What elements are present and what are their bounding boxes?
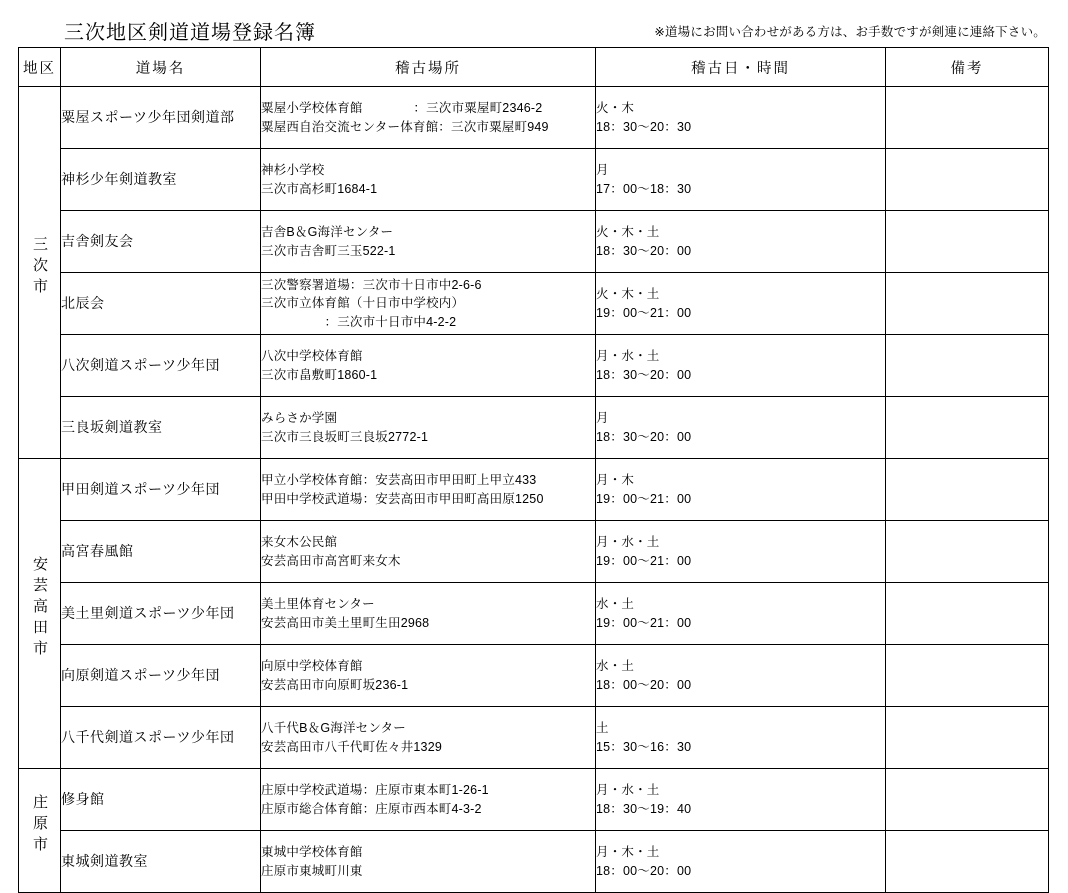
practice-place-cell-line: 三次市立体育館（十日市中学校内） [261, 296, 465, 311]
practice-place-cell-line: 三次市三良坂町三良坂2772-1 [261, 429, 429, 444]
table-row [19, 645, 1049, 707]
note-cell [886, 521, 1049, 583]
table-row [19, 521, 1049, 583]
region-cell [19, 769, 61, 893]
practice-time-cell-line: 18：30～19：40 [596, 801, 692, 816]
practice-time-cell-line: 18：00～20：00 [596, 677, 692, 692]
practice-time-cell [596, 273, 886, 335]
practice-place-cell-line: 三次市高杉町1684-1 [261, 181, 378, 196]
dojo-name-cell: 粟屋スポーツ少年団剣道部 [61, 87, 261, 149]
practice-time-cell-line: 18：30～20：00 [596, 243, 692, 258]
practice-time-cell-line: 19：00～21：00 [596, 615, 692, 630]
practice-place-cell-line: 八次中学校体育館 [261, 349, 363, 364]
document-header [0, 10, 1068, 44]
practice-place-cell [261, 459, 596, 521]
dojo-name-cell: 三良坂剣道教室 [61, 397, 261, 459]
practice-time-cell [596, 831, 886, 893]
practice-place-cell-line: 来女木公民館 [261, 535, 338, 550]
practice-time-cell-line: 月・水・土 [596, 783, 660, 798]
practice-time-cell-line: 月・水・土 [596, 535, 660, 550]
practice-place-cell-line: みらさか学園 [261, 411, 338, 426]
table-header-row [19, 48, 1049, 87]
column-header-region: 地区 [19, 48, 61, 87]
practice-place-cell [261, 211, 596, 273]
practice-place-cell-line: 三次警察署道場：三次市十日市中2-6-6 [261, 278, 482, 293]
practice-time-cell-line: 月・木・土 [596, 845, 660, 860]
practice-place-cell-line: 庄原中学校武道場：庄原市東本町1-26-1 [261, 783, 489, 798]
region-label: 庄原市 [31, 794, 48, 858]
practice-place-cell-line: 庄原市東城町川東 [261, 863, 363, 878]
practice-place-cell-line: 安芸高田市八千代町佐々井1329 [261, 739, 443, 754]
practice-place-cell [261, 831, 596, 893]
practice-time-cell-line: 月・水・土 [596, 349, 660, 364]
practice-place-cell [261, 149, 596, 211]
header-note: ※道場にお問い合わせがある方は、お手数ですが剣連に連絡下さい。 [654, 25, 1046, 39]
note-cell [886, 335, 1049, 397]
practice-time-cell-line: 19：00～21：00 [596, 491, 692, 506]
practice-time-cell [596, 87, 886, 149]
table-header [19, 48, 1049, 87]
dojo-roster-table [18, 47, 1049, 893]
column-header-dojo: 道場名 [61, 48, 261, 87]
practice-place-cell [261, 335, 596, 397]
practice-place-cell [261, 87, 596, 149]
practice-time-cell [596, 335, 886, 397]
practice-place-cell [261, 273, 596, 335]
practice-place-cell [261, 583, 596, 645]
practice-time-cell [596, 459, 886, 521]
region-cell [19, 459, 61, 769]
practice-time-cell-line: 19：00～21：00 [596, 305, 692, 320]
note-cell [886, 645, 1049, 707]
practice-time-cell-line: 18：30～20：30 [596, 119, 692, 134]
practice-time-cell [596, 707, 886, 769]
practice-place-cell-line: 安芸高田市美土里町生田2968 [261, 615, 430, 630]
region-label: 安芸高田市 [31, 556, 48, 662]
practice-place-cell-line: 三次市吉舎町三玉522-1 [261, 243, 396, 258]
column-header-note: 備考 [886, 48, 1049, 87]
practice-time-cell-line: 17：00～18：30 [596, 181, 692, 196]
practice-time-cell [596, 397, 886, 459]
practice-time-cell-line: 18：30～20：00 [596, 429, 692, 444]
practice-time-cell [596, 645, 886, 707]
practice-place-cell-line: 庄原市総合体育館：庄原市西本町4-3-2 [261, 801, 482, 816]
practice-place-cell-line: 神杉小学校 [261, 163, 325, 178]
practice-place-cell-line: 東城中学校体育館 [261, 845, 363, 860]
practice-time-cell-line: 18：00～20：00 [596, 863, 692, 878]
region-cell [19, 87, 61, 459]
table-row [19, 831, 1049, 893]
practice-place-cell [261, 707, 596, 769]
practice-place-cell-line: 八千代B＆G海洋センター [261, 721, 406, 736]
dojo-name-cell: 八千代剣道スポーツ少年団 [61, 707, 261, 769]
note-cell [886, 211, 1049, 273]
dojo-name-cell: 向原剣道スポーツ少年団 [61, 645, 261, 707]
practice-time-cell-line: 18：30～20：00 [596, 367, 692, 382]
practice-time-cell-line: 水・土 [596, 659, 635, 674]
column-header-time: 稽古日・時間 [596, 48, 886, 87]
note-cell [886, 397, 1049, 459]
note-cell [886, 273, 1049, 335]
practice-time-cell-line: 月 [596, 411, 609, 426]
practice-place-cell-line: 向原中学校体育館 [261, 659, 363, 674]
table-row [19, 273, 1049, 335]
table-row [19, 335, 1049, 397]
practice-place-cell [261, 769, 596, 831]
practice-place-cell-line: ：三次市十日市中4-2-2 [261, 314, 457, 329]
practice-place-cell-line: 粟屋西自治交流センター体育館：三次市粟屋町949 [261, 119, 549, 134]
practice-place-cell [261, 397, 596, 459]
note-cell [886, 583, 1049, 645]
table-row [19, 769, 1049, 831]
dojo-name-cell: 神杉少年剣道教室 [61, 149, 261, 211]
practice-place-cell-line: 吉舎B＆G海洋センター [261, 225, 394, 240]
dojo-name-cell: 甲田剣道スポーツ少年団 [61, 459, 261, 521]
practice-time-cell-line: 火・木・土 [596, 225, 660, 240]
practice-time-cell-line: 19：00～21：00 [596, 553, 692, 568]
table-row [19, 459, 1049, 521]
note-cell [886, 707, 1049, 769]
practice-time-cell [596, 211, 886, 273]
practice-place-cell-line: 粟屋小学校体育館 ：三次市粟屋町2346-2 [261, 101, 543, 116]
dojo-name-cell: 高宮春風館 [61, 521, 261, 583]
practice-time-cell [596, 521, 886, 583]
practice-time-cell [596, 769, 886, 831]
note-cell [886, 149, 1049, 211]
table-row [19, 149, 1049, 211]
practice-time-cell-line: 土 [596, 721, 609, 736]
note-cell [886, 769, 1049, 831]
page-title: 三次地区剣道道場登録名簿 [64, 22, 316, 44]
practice-time-cell-line: 火・木 [596, 101, 635, 116]
note-cell [886, 831, 1049, 893]
practice-place-cell-line: 美土里体育センター [261, 597, 375, 612]
practice-place-cell [261, 645, 596, 707]
dojo-name-cell: 美土里剣道スポーツ少年団 [61, 583, 261, 645]
note-cell [886, 459, 1049, 521]
dojo-name-cell: 修身館 [61, 769, 261, 831]
practice-place-cell-line: 甲田中学校武道場：安芸高田市甲田町高田原1250 [261, 491, 544, 506]
dojo-name-cell: 吉舎剣友会 [61, 211, 261, 273]
practice-time-cell-line: 水・土 [596, 597, 635, 612]
practice-place-cell-line: 甲立小学校体育館：安芸高田市甲田町上甲立433 [261, 473, 537, 488]
column-header-place: 稽古場所 [261, 48, 596, 87]
practice-place-cell-line: 三次市畠敷町1860-1 [261, 367, 378, 382]
practice-time-cell-line: 月 [596, 163, 609, 178]
table-row [19, 397, 1049, 459]
table-row [19, 583, 1049, 645]
table-row [19, 707, 1049, 769]
note-cell [886, 87, 1049, 149]
practice-time-cell-line: 15：30～16：30 [596, 739, 692, 754]
practice-place-cell-line: 安芸高田市向原町坂236-1 [261, 677, 409, 692]
table-row [19, 211, 1049, 273]
practice-time-cell [596, 149, 886, 211]
region-label: 三次市 [31, 236, 48, 300]
practice-place-cell [261, 521, 596, 583]
table-row [19, 87, 1049, 149]
dojo-name-cell: 八次剣道スポーツ少年団 [61, 335, 261, 397]
dojo-name-cell: 東城剣道教室 [61, 831, 261, 893]
practice-time-cell-line: 火・木・土 [596, 287, 660, 302]
practice-time-cell-line: 月・木 [596, 473, 635, 488]
practice-place-cell-line: 安芸高田市高宮町来女木 [261, 553, 401, 568]
dojo-name-cell: 北辰会 [61, 273, 261, 335]
table-body [19, 87, 1049, 893]
practice-time-cell [596, 583, 886, 645]
